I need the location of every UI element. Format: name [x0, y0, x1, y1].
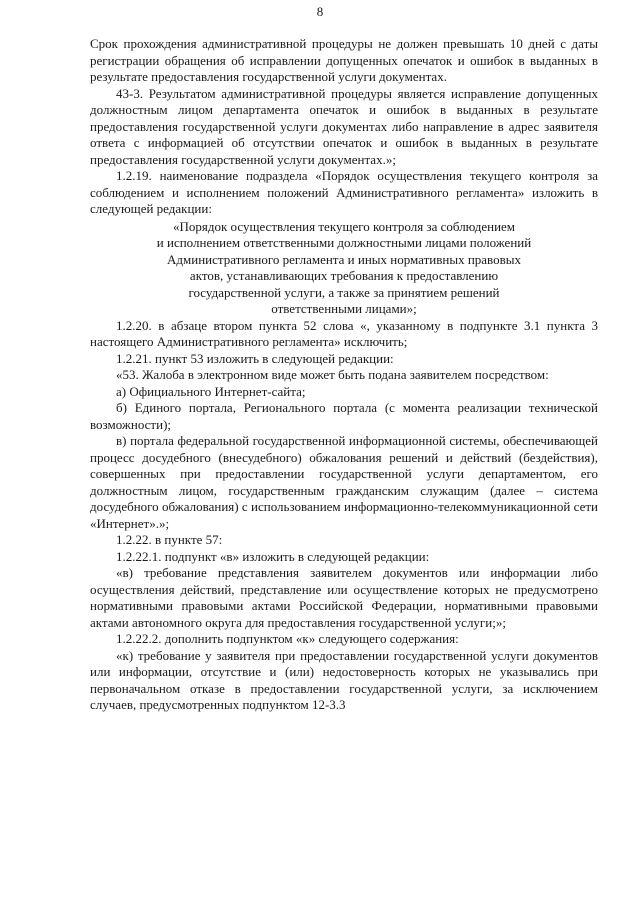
- list-item-b: б) Единого портала, Регионального портала (с момента реализации технической возможности);: [90, 400, 598, 432]
- subsection-title-line: «Порядок осуществления текущего контроля за соблюдением: [172, 218, 516, 234]
- paragraph-deadline: Срок прохождения административной процедуры не должен превышать 10 дней с даты регистрации обращения об исправлении допущенных опечаток и ошибок в выданных в результате предоставления государственной услуги документах.: [90, 36, 598, 84]
- subitem-v-text: «в) требование представления заявителем документов или информации либо осуществления действий, представление или осуществление которых не предусмотрено нормативными правовыми актами Российской Федерации, нормативными правовыми актами автономного округа для предоставления государственной услуги;»;: [90, 565, 598, 630]
- paragraph-1-2-21: 1.2.21. пункт 53 изложить в следующей редакции:: [116, 350, 394, 366]
- subsection-title-line: государственной услуги, а также за принятием решений: [188, 284, 500, 300]
- subsection-title-line: Административного регламента и иных нормативных правовых: [167, 251, 521, 267]
- subsection-title-line: актов, устанавливающих требования к предоставлению: [189, 268, 499, 283]
- paragraph-43-3: 43-3. Результатом административной процедуры является исправление допущенных должностным лицом департамента опечаток и ошибок в выданных в результате предоставления государственной услуги документах либо направление в адрес заявителя ответа с информацией об отсутствии опечаток и ошибок в выданных в результате предоставления государственной услуги документах.»;: [90, 85, 598, 167]
- subsection-title-block: [90, 219, 598, 318]
- subitem-k-text: «к) требование у заявителя при предоставлении государственной услуги документов или информации, отсутствие и (или) недостоверность которых не указывались при первоначальном отказе в предоставлении государственной услуги, за исключением случаев, предусмотренных подпунктом 12-3.3: [90, 647, 598, 712]
- subsection-title-line: и исполнением ответственными должностными лицами положений: [156, 235, 532, 250]
- paragraph-1-2-22-1: 1.2.22.1. подпункт «в» изложить в следующей редакции:: [116, 548, 430, 564]
- paragraph-1-2-22-2: 1.2.22.2. дополнить подпунктом «к» следующего содержания:: [116, 631, 459, 646]
- paragraph-1-2-22: 1.2.22. в пункте 57:: [116, 532, 223, 547]
- paragraph-53: «53. Жалоба в электронном виде может быть подана заявителем посредством:: [116, 367, 549, 382]
- document-body: [90, 36, 598, 714]
- subsection-title-line: ответственными лицами»;: [271, 301, 417, 316]
- list-item-v: в) портала федеральной государственной информационной системы, обеспечивающей процесс досудебного (внесудебного) обжалования решений и действий (бездействия), совершенных при предоставлении государственной услуги департаментом, его должностным лицом, государственным гражданским служащим (далее – система досудебного обжалования) с использованием информационно-телекоммуникационной сети «Интернет».»;: [90, 433, 598, 531]
- paragraph-1-2-19: 1.2.19. наименование подраздела «Порядок осуществления текущего контроля за соблюдением и исполнением положений Административного регламента» изложить в следующей редакции:: [90, 168, 598, 216]
- page-number: 8: [316, 4, 324, 19]
- list-item-a: а) Официального Интернет-сайта;: [116, 383, 306, 399]
- paragraph-1-2-20: 1.2.20. в абзаце втором пункта 52 слова «, указанному в подпункте 3.1 пункта 3 настоящего Административного регламента» исключить;: [90, 317, 598, 349]
